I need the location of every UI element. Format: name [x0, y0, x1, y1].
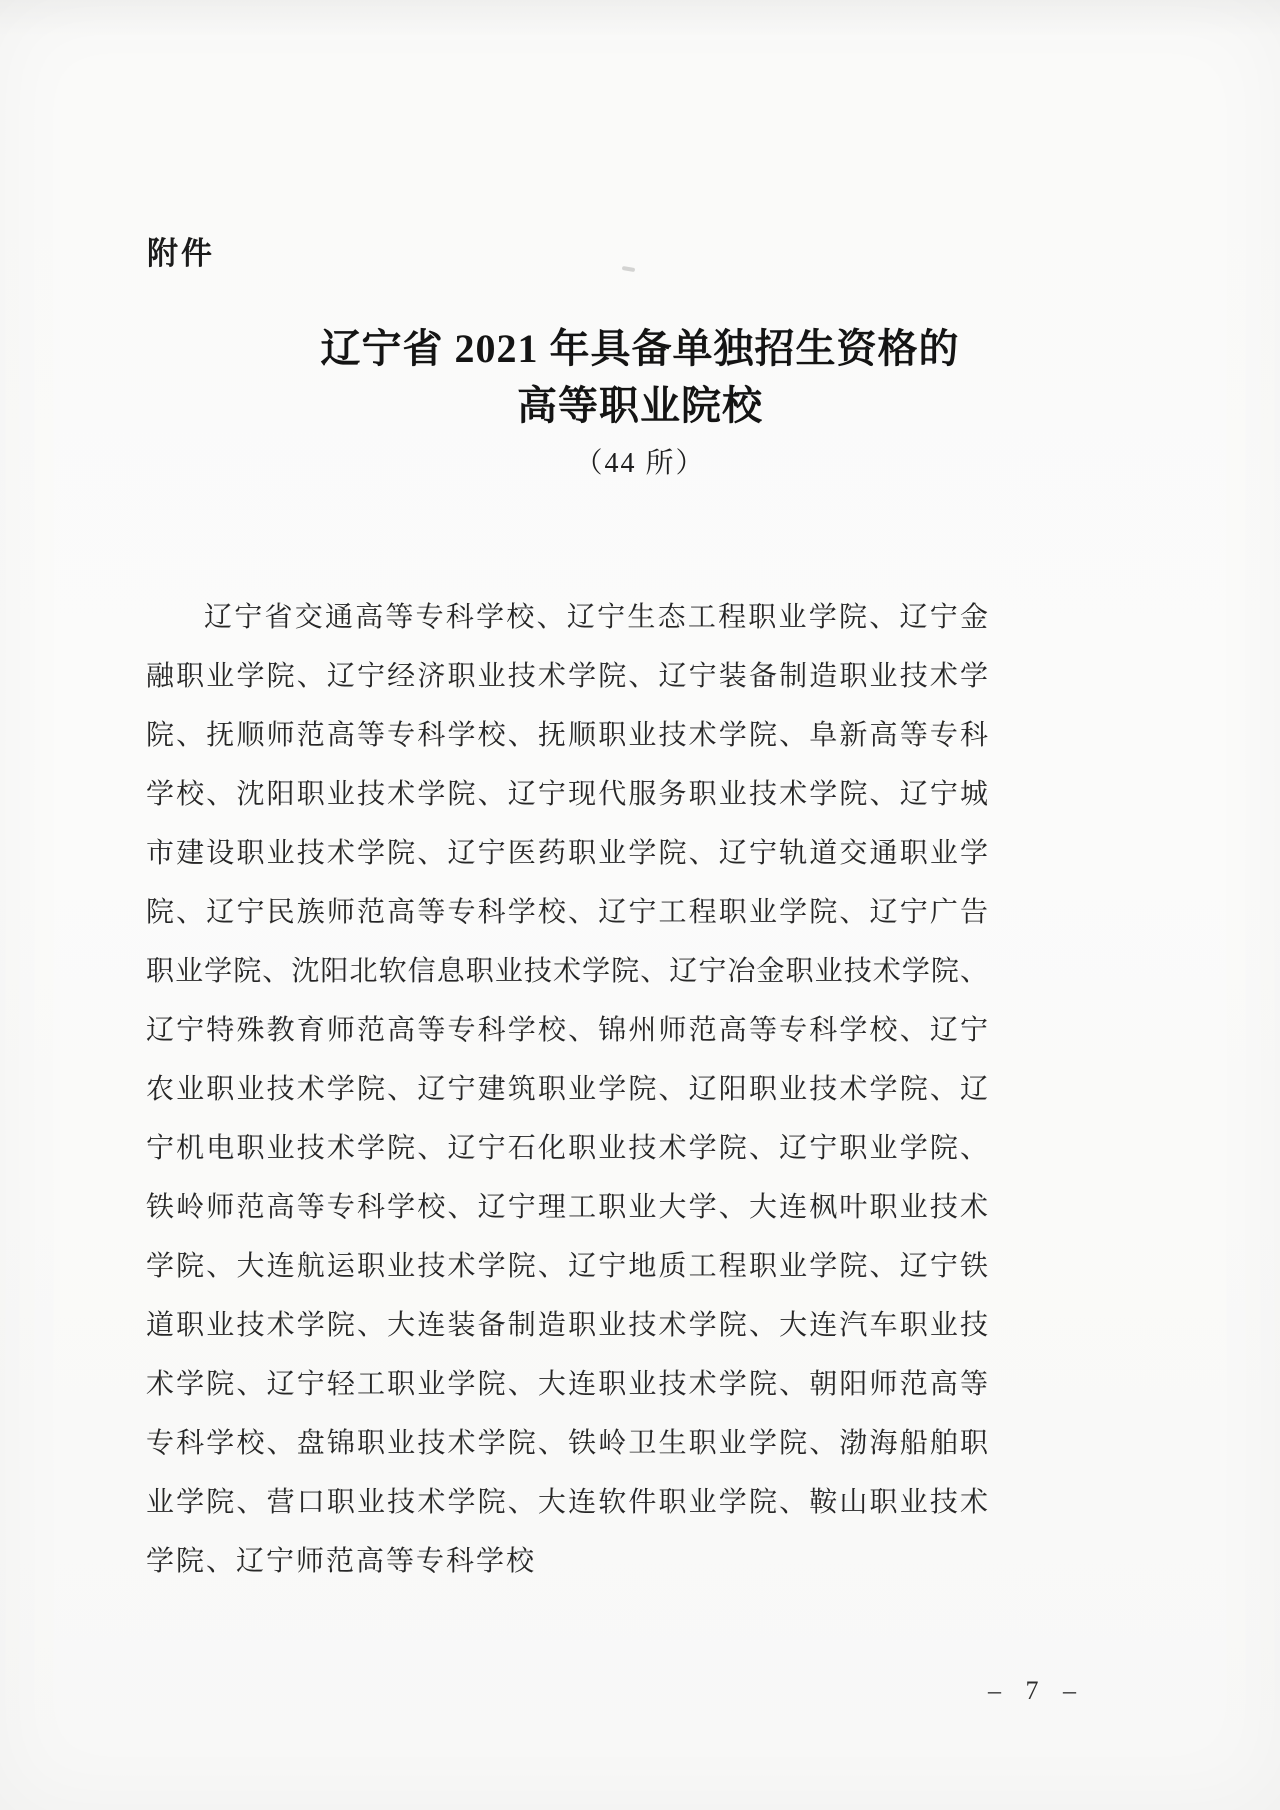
body-line: 业学院、营口职业技术学院、大连软件职业学院、鞍山职业技术 — [146, 1487, 988, 1518]
document-title-line1: 辽宁省 2021 年具备单独招生资格的 — [320, 326, 960, 371]
body-line: 道职业技术学院、大连装备制造职业技术学院、大连汽车职业技 — [146, 1310, 988, 1341]
body-paragraph — [146, 588, 988, 1591]
school-count-note: （44 所） — [574, 448, 706, 479]
body-line: 院、辽宁民族师范高等专科学校、辽宁工程职业学院、辽宁广告 — [146, 897, 988, 928]
body-line: 铁岭师范高等专科学校、辽宁理工职业大学、大连枫叶职业技术 — [146, 1192, 988, 1223]
body-line: 院、抚顺师范高等专科学校、抚顺职业技术学院、阜新高等专科 — [146, 720, 988, 751]
body-line: 宁机电职业技术学院、辽宁石化职业技术学院、辽宁职业学院、 — [146, 1133, 988, 1164]
body-line: 学院、大连航运职业技术学院、辽宁地质工程职业学院、辽宁铁 — [146, 1251, 988, 1282]
page-number: – 7 – — [988, 1676, 1085, 1705]
attachment-label: 附件 — [147, 236, 215, 271]
body-line: 辽宁特殊教育师范高等专科学校、锦州师范高等专科学校、辽宁 — [146, 1015, 988, 1046]
body-line: 职业学院、沈阳北软信息职业技术学院、辽宁冶金职业技术学院、 — [146, 956, 988, 987]
body-line: 市建设职业技术学院、辽宁医药职业学院、辽宁轨道交通职业学 — [146, 838, 988, 869]
body-line: 融职业学院、辽宁经济职业技术学院、辽宁装备制造职业技术学 — [146, 661, 988, 692]
body-line: 农业职业技术学院、辽宁建筑职业学院、辽阳职业技术学院、辽 — [146, 1074, 988, 1105]
body-line: 学院、辽宁师范高等专科学校 — [146, 1546, 537, 1577]
document-title — [0, 320, 1280, 434]
body-line: 学校、沈阳职业技术学院、辽宁现代服务职业技术学院、辽宁城 — [146, 779, 988, 810]
document-title-line2: 高等职业院校 — [517, 383, 763, 428]
body-line: 术学院、辽宁轻工职业学院、大连职业技术学院、朝阳师范高等 — [146, 1369, 988, 1400]
scan-speck — [622, 266, 635, 272]
body-line: 专科学校、盘锦职业技术学院、铁岭卫生职业学院、渤海船舶职 — [146, 1428, 988, 1459]
body-line: 辽宁省交通高等专科学校、辽宁生态工程职业学院、辽宁金 — [204, 602, 988, 633]
